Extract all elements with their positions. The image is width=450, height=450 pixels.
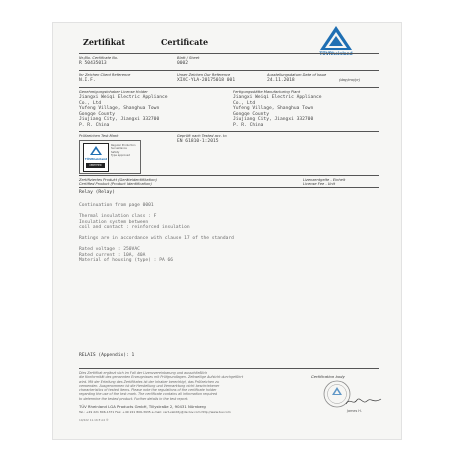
address-line: Co., Ltd bbox=[233, 100, 256, 106]
cert-number-value: R 50435013 bbox=[79, 61, 107, 66]
divider bbox=[79, 53, 379, 54]
address-line: Jiangxi Weiqi Electric Appliance bbox=[233, 95, 322, 100]
plant-label: Fertigungsstätte Manufacturing Plant bbox=[233, 90, 301, 94]
sheet-label: Blatt / Sheet bbox=[177, 56, 200, 60]
address-line: P. R. China bbox=[233, 122, 264, 128]
address-line: Jiangxi Weiqi Electric Appliance bbox=[79, 95, 168, 100]
detail-line: coil and contact : reinforced insulation bbox=[79, 225, 190, 230]
footer-notes bbox=[79, 371, 243, 401]
plant-address bbox=[233, 95, 322, 128]
signer-name: James H. bbox=[347, 409, 362, 413]
detail-line: Rated current : 10A, 40A bbox=[79, 252, 146, 258]
address-line: Yufeng Village, Shanghua Town bbox=[233, 106, 314, 111]
detail-line: Continuation from page 0001 bbox=[79, 203, 154, 208]
signature-icon bbox=[345, 395, 383, 407]
footer-note-line: die Konformität des genannten Erzeugnisses mit Prüfgrundlagen. Zeitweilige Aufsicht durchgeführt bbox=[79, 375, 244, 380]
contact-line: Tel.: +49 221 806-1371 Fax: +49 221 806-3935 e-mail: cert-validity@de.tuv.com http://www.tuv.com bbox=[79, 410, 231, 414]
issue-date-format: (day/mo/yr) bbox=[339, 78, 361, 82]
divider bbox=[79, 131, 379, 132]
footer-note-line: verwenden. Ausgenommen ist die Herstellung und Vermarktung nicht beschriebener bbox=[79, 383, 220, 388]
test-mark-badge bbox=[83, 143, 109, 172]
certificate-page bbox=[52, 22, 402, 440]
product-name: Relay (Relay) bbox=[79, 190, 115, 195]
logo-text: TÜVRheinland bbox=[319, 51, 353, 56]
appendix-line: RELAIS (Appendix): 1 bbox=[79, 353, 135, 358]
product-label-de: Zertifiziertes Produkt (Geräteidentifikation) bbox=[79, 178, 157, 182]
test-mark-box bbox=[79, 140, 141, 174]
divider bbox=[79, 187, 379, 188]
product-details bbox=[79, 203, 234, 264]
detail-line: Rated voltage : 250VAC bbox=[79, 247, 140, 252]
detail-line: Thermal insulation class : F bbox=[79, 214, 157, 219]
footer-note-line: Dies Zertifikat ergänzt sich im Fall der Lizenzvereinbarung und ausschließlich bbox=[79, 371, 208, 375]
badge-brand: TÜVRheinland bbox=[84, 157, 108, 161]
footer-note-line: to determine the tested product. Further details in the test report. bbox=[79, 396, 189, 401]
detail-line: Material of housing (type) : PA 66 bbox=[79, 258, 174, 263]
address-line: Co., Ltd bbox=[79, 100, 102, 106]
our-ref-value: XIXC-YLA-20175018 001 bbox=[177, 78, 236, 83]
sheet-value: 0002 bbox=[177, 61, 189, 66]
title-english: Certificate bbox=[161, 37, 209, 47]
address-line: Gongqe County bbox=[233, 111, 269, 117]
address-line: Jiujiang City, Jiangxi 332700 bbox=[233, 117, 314, 122]
form-number: 10/222 11.16 E A4 ® bbox=[79, 418, 109, 422]
client-ref-label: Ihr Zeichen Client Reference bbox=[79, 73, 131, 77]
test-mark-side-text bbox=[111, 144, 136, 158]
client-ref-value: N.I.F. bbox=[79, 78, 96, 83]
address-line: Gongqe County bbox=[79, 111, 115, 117]
footer-note-line: regarding the use of the test mark. The certificate contains all information required bbox=[79, 392, 218, 397]
detail-line: Ratings are in accordance with clause 17 of the standard bbox=[79, 236, 234, 241]
divider bbox=[79, 175, 379, 176]
side-text-line: Regular Production bbox=[111, 144, 136, 147]
divider bbox=[79, 87, 379, 88]
test-mark-label: Prüfzeichen Test Mark bbox=[79, 134, 119, 138]
detail-line: Insulation system between bbox=[79, 219, 149, 225]
product-label-en: Certified Product (Product Identification) bbox=[79, 182, 152, 186]
title-german: Zertifikat bbox=[83, 37, 126, 47]
holder-address bbox=[79, 95, 168, 128]
issue-date-label: Ausstellungsdatum Date of Issue bbox=[267, 73, 327, 77]
cert-number-label: Nr./No. Certificate No. bbox=[79, 56, 119, 60]
side-text-line: Type approved bbox=[111, 154, 131, 158]
footer-note-line: wird. Mit der Erteilung des Zertifikates ist der Inhaber berechtigt, das Prüfzeichen zu bbox=[79, 379, 219, 384]
company-line: TÜV Rheinland LGA Products GmbH, Tillystraße 2, 90431 Nürnberg bbox=[79, 404, 206, 409]
side-text-line: Safety bbox=[111, 150, 120, 154]
divider bbox=[79, 70, 379, 71]
address-line: Jiujiang City, Jiangxi 332700 bbox=[79, 117, 160, 122]
fee-label-en: License Fee - Unit bbox=[303, 182, 336, 186]
fee-label-de: Lizenzentgelte - Einheit bbox=[303, 178, 346, 182]
tested-acc-value: EN 61810-1:2015 bbox=[177, 139, 219, 144]
badge-certified: CERTIFIED bbox=[86, 163, 105, 168]
divider bbox=[79, 368, 379, 369]
address-line: P. R. China bbox=[79, 122, 110, 128]
issue-date-value: 24.11.2018 bbox=[267, 78, 295, 83]
side-text-line: Surveillance bbox=[111, 147, 127, 151]
address-line: Yufeng Village, Shanghua Town bbox=[79, 106, 160, 111]
our-ref-label: Unser Zeichen Our Reference bbox=[177, 73, 231, 77]
footer-note-line: characteristics of tested items. Please note the regulations of the certificate holder bbox=[79, 388, 217, 393]
tested-acc-label: Geprüft nach Tested acc. to bbox=[177, 134, 227, 138]
cert-body-label: Certification body bbox=[311, 374, 345, 379]
holder-label: Genehmigungsinhaber License Holder bbox=[79, 90, 148, 94]
tuv-triangle-icon bbox=[90, 146, 102, 156]
